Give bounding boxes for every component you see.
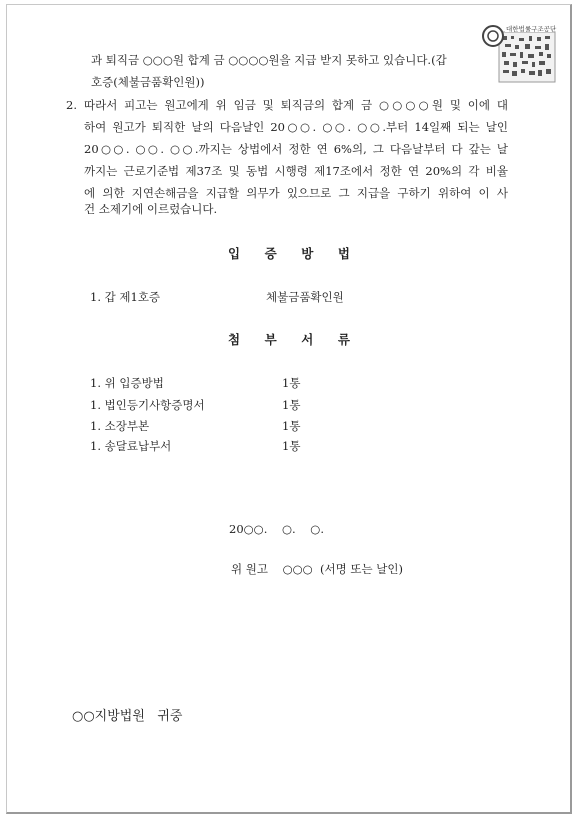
attachment-item-count: 1통 bbox=[282, 398, 301, 412]
attachment-item-label: 1. 법인등기사항증명서 bbox=[90, 398, 205, 412]
attachment-item-label: 1. 소장부본 bbox=[90, 419, 150, 433]
attachment-item-label: 1. 위 입증방법 bbox=[90, 376, 164, 390]
paragraph2-line: 20○○. ○○. ○○.까지는 상법에서 정한 연 6%의, 그 다음날부터 다 갚는 날 bbox=[84, 142, 508, 156]
logo-text: 대한법률구조공단 bbox=[506, 25, 557, 33]
legal-aid-logo bbox=[481, 22, 559, 84]
paragraph2-line: 에 의한 지연손해금을 지급할 의무가 있으므로 그 지급을 구하기 위하여 이 사 bbox=[84, 186, 508, 200]
attachment-item-count: 1통 bbox=[282, 419, 301, 433]
document-date: 20○○. ○. ○. bbox=[229, 522, 324, 536]
attachments-heading: 첨 부 서 류 bbox=[228, 332, 350, 347]
evidence-item-value: 체불금품확인원 bbox=[266, 290, 344, 304]
paragraph2-line: 건 소제기에 이르렀습니다. bbox=[84, 202, 218, 216]
attachment-item-label: 1. 송달료납부서 bbox=[90, 439, 172, 453]
court-addressee: ○○지방법원 귀중 bbox=[72, 709, 183, 724]
paragraph1-line1: 과 퇴직금 ○○○원 합계 금 ○○○○원을 지급 받지 못하고 있습니다.(갑 bbox=[91, 53, 447, 67]
evidence-heading: 입 증 방 법 bbox=[228, 246, 350, 261]
paragraph2-line: 하여 원고가 퇴직한 날의 다음날인 20○○. ○○. ○○.부터 14일째 되는 날인 bbox=[84, 120, 508, 134]
paragraph2-line: 따라서 피고는 원고에게 위 임금 및 퇴직금의 합계 금 ○○○○원 및 이에 대 bbox=[84, 98, 508, 112]
paragraph2-number: 2. bbox=[66, 98, 77, 112]
paragraph1-line2: 호증(체불금품확인원)) bbox=[91, 75, 205, 89]
paragraph2-line: 까지는 근로기준법 제37조 및 동법 시행령 제17조에서 정한 연 20%의 각 비율 bbox=[84, 164, 508, 178]
evidence-item-label: 1. 갑 제1호증 bbox=[90, 290, 161, 304]
plaintiff-signature: 위 원고 ○○○ (서명 또는 날인) bbox=[231, 562, 403, 576]
attachment-item-count: 1통 bbox=[282, 376, 301, 390]
attachment-item-count: 1통 bbox=[282, 439, 301, 453]
